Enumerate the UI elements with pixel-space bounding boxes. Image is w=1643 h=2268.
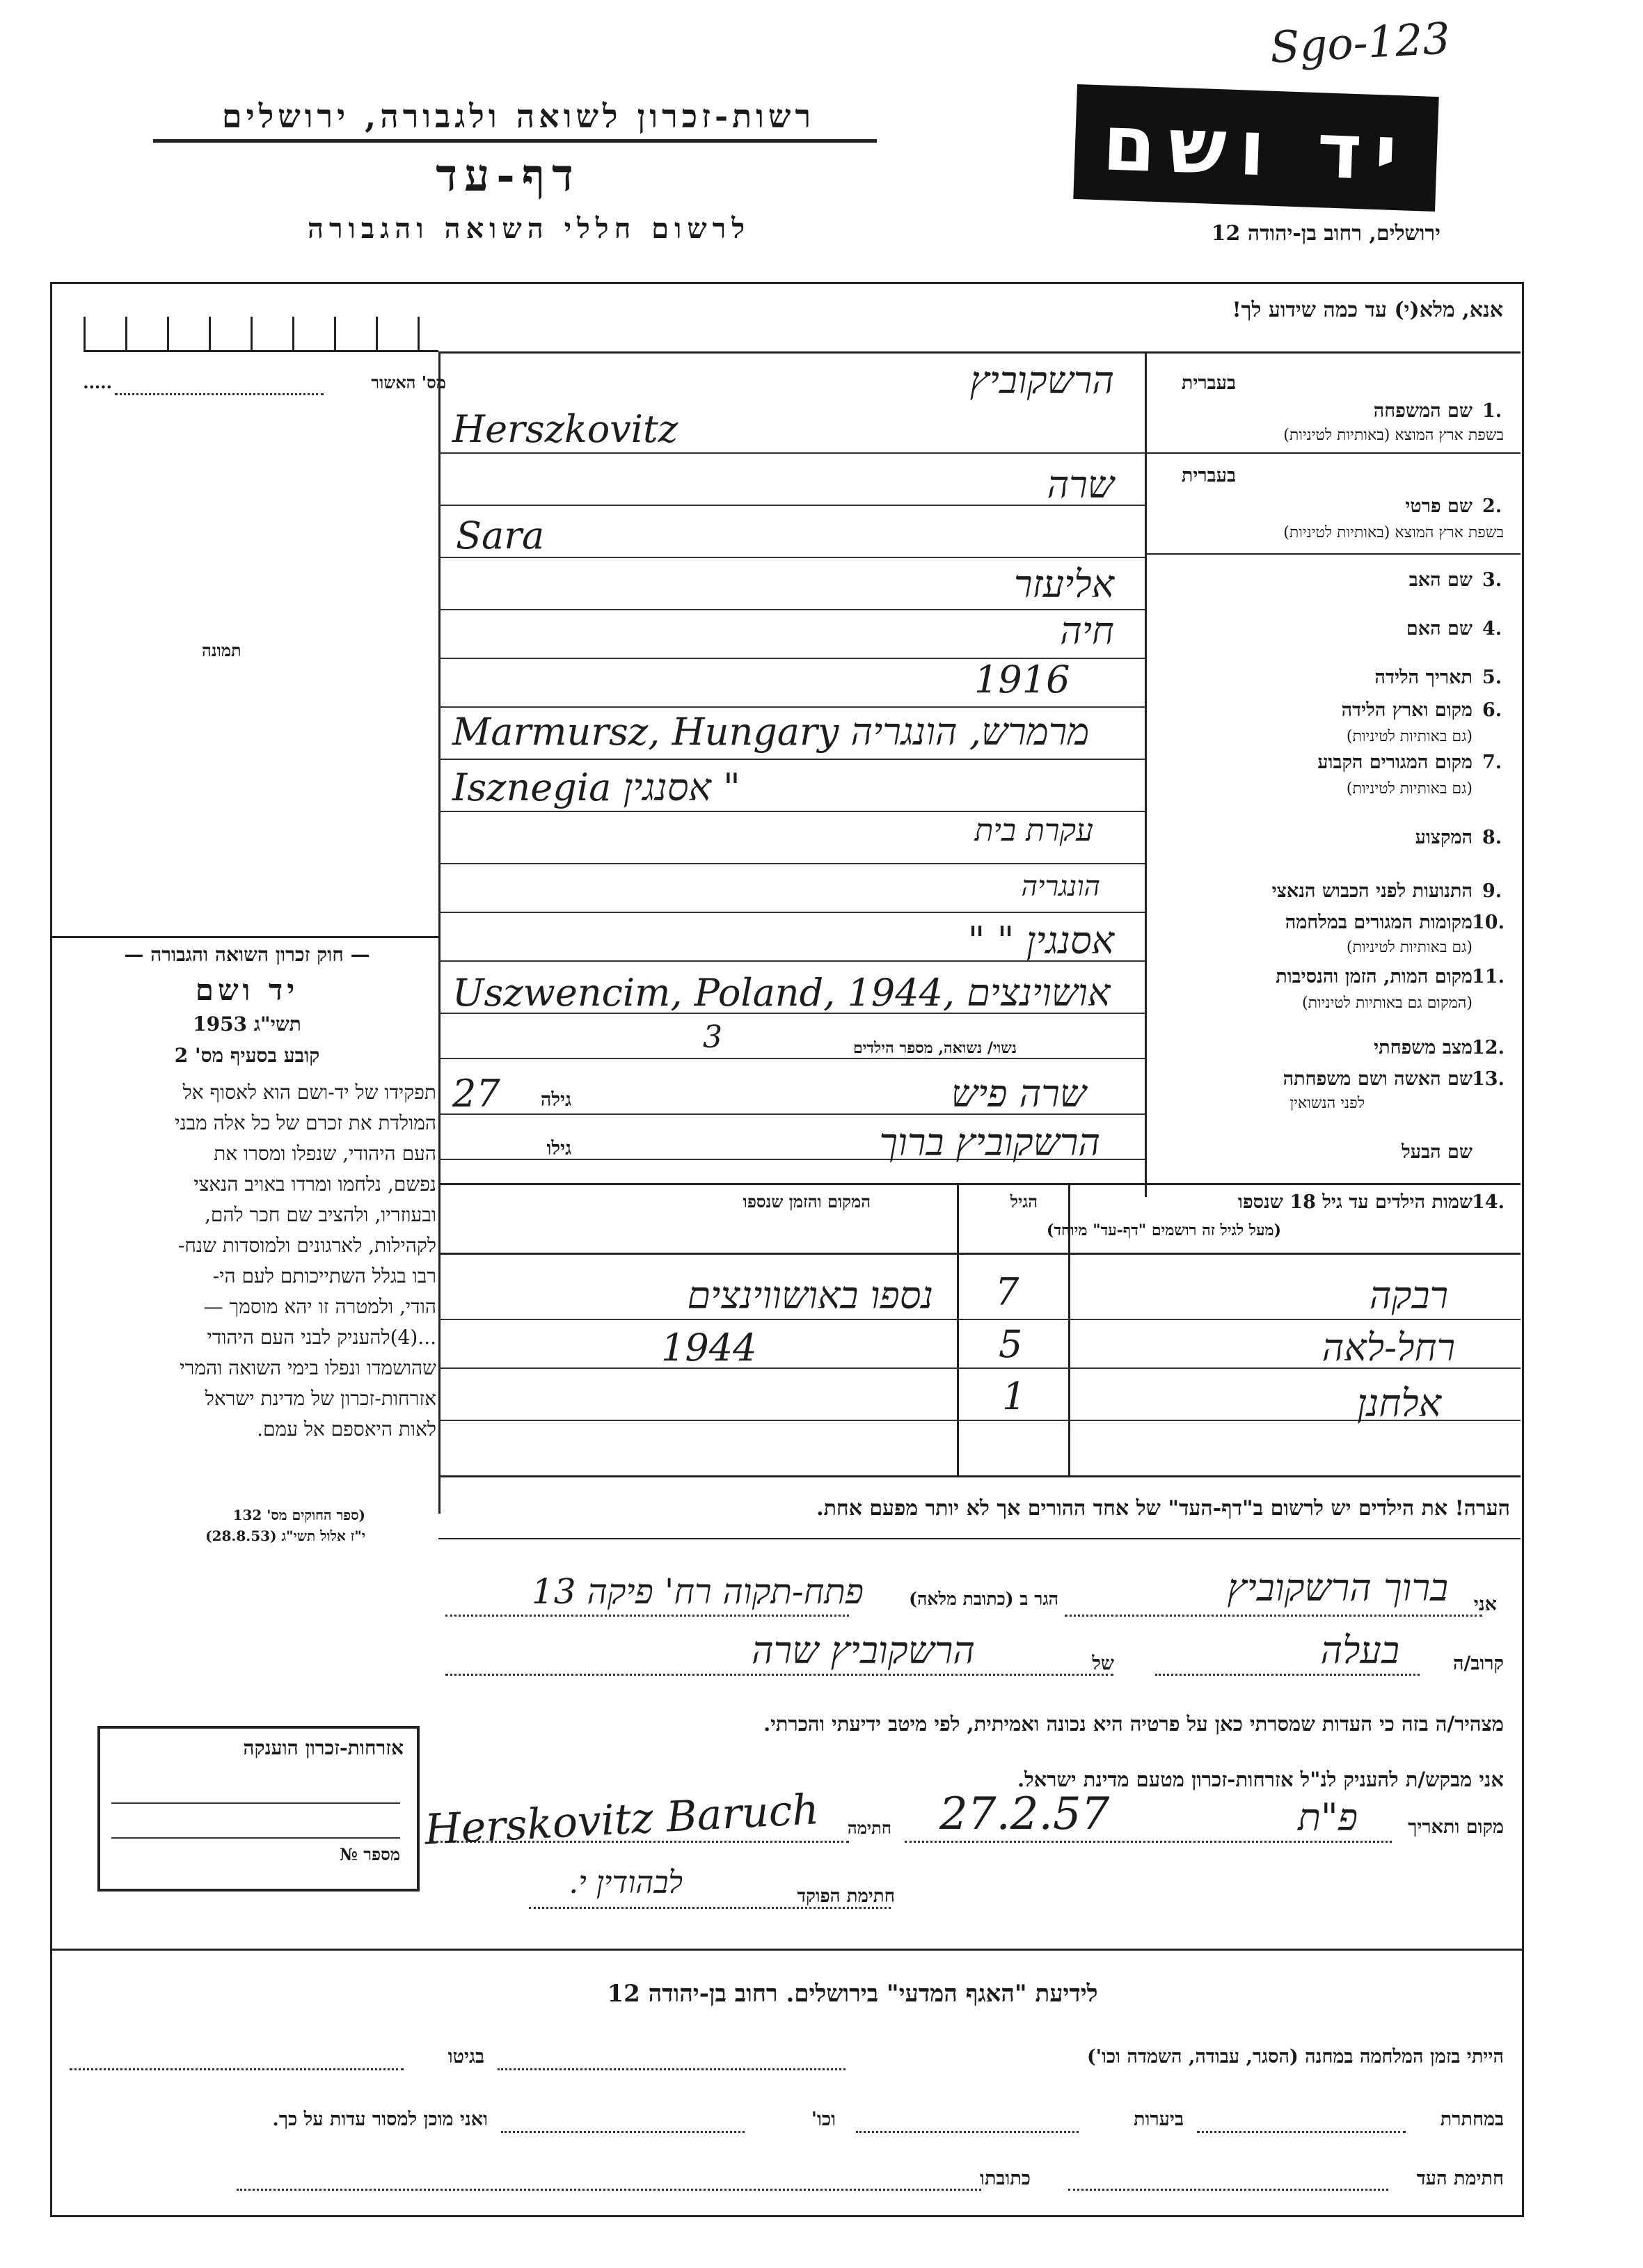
children-header-rule [438,1253,1521,1255]
field-2-number: 2. [1482,495,1502,517]
law-text-line: ...(4)להעניק לבני העם היהודי [207,1326,436,1349]
field-8-number: 8. [1482,827,1502,848]
law-name: יד ושם [195,973,299,1007]
law-text-line: לאות היאספם אל עמם. [257,1418,436,1441]
place-value: פ"ת [1297,1795,1358,1839]
declaration-text: מצהיר/ה בזה כי העדות שמסרתי כאן על פרטיה היא נכונה ואמיתית, לפי מיטב ידיעתי והכרתי. [763,1712,1504,1736]
field-4-label: שם האם [1406,618,1473,640]
field-5-value: 1916 [974,658,1070,701]
place-date-line [905,1841,1392,1843]
law-year: תשי"ג 1953 [193,1013,301,1036]
child-2-name: רחל-לאה [1321,1326,1455,1370]
authority-underline [153,139,877,143]
child-3-name: אלחנן [1357,1381,1441,1425]
authority-title: רשות-זכרון לשואה ולגבורה, ירושלים [221,97,816,135]
footer-line1-a: הייתי בזמן המלחמה במחנה (הסגר, עבודה, השמדה וכו') [1086,2046,1504,2068]
citizenship-line-1 [111,1802,400,1804]
left-column-tick-base [84,350,438,352]
field-6-label: מקום וארץ הלידה [1341,699,1473,721]
law-ref-1: (ספר החוקים מס' 132 [232,1507,365,1523]
field-13-sub: לפני הנשואין [1289,1095,1365,1112]
field-5-label: תאריך הלידה [1374,667,1473,688]
field-3-label: שם האב [1408,569,1473,591]
field-9-number: 9. [1482,880,1502,902]
field-1-number: 1. [1482,400,1502,422]
footer-line2-fill-1 [1197,2131,1406,2133]
law-text-line: נפשם, נלחמו ומרדו באויב הנאצי [193,1173,436,1196]
field-4-number: 4. [1482,618,1502,640]
photo-label: תמונה [202,640,241,660]
child-2-age: 5 [999,1322,1023,1366]
declarant-name-line [1065,1615,1482,1617]
law-text-line: אזרחות-זכרון של מדינת ישראל [205,1387,436,1410]
declarant-relative-name: הרשקוביץ שרה [752,1628,975,1672]
row-rule [438,1058,1145,1059]
field-12-extra-value: 3 [703,1020,722,1055]
field-7-number: 7. [1482,752,1502,773]
children-title: שמות הילדים עד גיל 18 שנספו [1238,1191,1473,1213]
husband-age-label: גילו [546,1138,571,1159]
law-text-line: תפקידו של יד-ושם הוא לאסוף אל [182,1081,436,1104]
field-2-sub: בשפת ארץ המוצא (באותיות לטיניות) [1283,524,1504,541]
declarant-of-label: של [1092,1653,1114,1674]
law-text-line: ובעוזריו, ולהציב שם חכר להם, [205,1203,436,1226]
children-number: 14. [1472,1191,1505,1213]
confirm-no-label: מס' האשור [371,372,446,392]
children-row-rule [438,1319,1521,1320]
field-10-value: אסנגין " " [967,919,1114,962]
field-6-value: Marmursz, Hungary מרמרש, הונגריה [452,710,1090,754]
field-11-label: מקום המות, הזמן והנסיבות [1276,966,1473,988]
husband-label: שם הבעל [1402,1141,1473,1163]
form-subtitle: לרשום חללי השואה והגבורה [307,212,751,245]
declarant-residing-label: הגר ב (כתובת מלאה) [909,1589,1058,1609]
field-10-sub: (גם באותיות לטיניות) [1346,939,1473,956]
intro-text: אנא, מלא(י) עד כמה שידוע לך! [1232,298,1503,322]
field-6-sub: (גם באותיות לטיניות) [1346,728,1473,745]
declarant-relative-label: קרוב/ה [1452,1653,1504,1674]
row-rule [438,505,1145,506]
law-text-line: לקהילות, לארגונים ולמוסדות שנח- [177,1234,436,1257]
children-col-age: הגיל [1010,1191,1038,1212]
field-1-hebrew: הרשקוביץ [969,358,1114,402]
field-13-age-value: 27 [452,1072,500,1116]
row-rule [438,863,1145,864]
field-2-latin: Sara [456,514,545,557]
place-date-label: מקום ותאריך [1408,1816,1504,1838]
footer-line1-fill [498,2068,846,2070]
note-text: הערה! את הילדים יש לרשום ב"דף-העד" של אחד ההורים אך לא יותר מפעם אחת. [816,1496,1510,1521]
footer-line1-b: בגיטו [447,2046,484,2068]
law-text-line: שהושמדו ונפלו בימי השואה והמרי [180,1356,436,1379]
law-text-line: הודי, ולמטרה זו יהא מוסמך — [203,1295,436,1318]
field-3-value: אליעזר [1014,562,1114,606]
child-1-place: נספו באושווינצים [687,1274,933,1317]
field-5-number: 5. [1482,667,1502,688]
left-column-ticks [84,317,438,351]
field-12-extra-label: נשוי/ נשואה, מספר הילדים [852,1039,1017,1057]
child-3-age: 1 [1002,1374,1026,1418]
law-box-top [50,936,440,938]
field-9-value: הונגריה [1021,871,1100,903]
field-7-value: Isznegia אסנגין " [452,766,740,809]
law-text [57,1077,436,1445]
footer-line2-c: וכו' [811,2109,836,2130]
form-title: דף-עד [436,150,580,202]
footer-line1-fill-2 [70,2068,404,2070]
field-13-label: שם האשה ושם משפחתה [1283,1068,1473,1090]
row-rule [438,759,1145,760]
row-rule [1145,553,1521,555]
child-2-place: 1944 [661,1326,757,1370]
law-ref-2: י"ז אלול תשי"ג (28.8.53) [205,1528,365,1544]
request-text: אני מבקש/ת להעניק לנ"ל אזרחות-זכרון מטעם מדינת ישראל. [1017,1768,1504,1791]
footer-line3-fill-1 [1068,2189,1388,2191]
children-bottom-rule [438,1475,1521,1477]
field-11-value: Uszwencim, Poland, 1944, אושוינצים [452,971,1111,1015]
footer-line3-b: כתובתו [980,2168,1031,2189]
logo-text: יד ושם [1101,97,1411,198]
field-12-label: מצב משפחתי [1374,1037,1473,1058]
row-rule [1145,452,1521,454]
field-1-sub: בשפת ארץ המוצא (באותיות לטיניות) [1283,427,1504,444]
field-2-hebrew: שרה [1047,463,1114,507]
declarant-relative-name-line [445,1674,1113,1676]
row-rule [438,557,1145,558]
declarant-relation-line [1155,1674,1420,1676]
child-1-age: 7 [995,1270,1019,1314]
law-text-line: המולדת את זכרם של כל אלה מבני [175,1111,436,1134]
citizenship-number: מספר № [339,1844,400,1864]
field-12-number: 12. [1472,1037,1505,1058]
field-7-sub: (גם באותיות לטיניות) [1346,780,1473,798]
declarant-relation: בעלה [1320,1628,1399,1672]
declarant-i-label: אני [1473,1594,1497,1615]
law-text-line: העם היהודי, שנפלו ומסרו את [214,1142,436,1165]
labels-column-divider [1145,351,1147,1197]
field-7-label: מקום המגורים הקבוע [1317,752,1473,773]
footer-line2-fill-3 [501,2131,745,2133]
field-13-age-label: גילה [540,1089,571,1111]
declarant-name: ברוך הרשקוביץ [1227,1566,1448,1610]
row-rule [438,706,1145,708]
fields-top-rule [438,351,1521,354]
citizenship-title: אזרחות-זכרון הוענקה [243,1736,404,1759]
field-10-label: מקומות המגורים במלחמה [1285,912,1473,933]
field-11-sub: (המקום גם באותיות לטיניות) [1302,994,1473,1012]
row-rule [438,452,1145,454]
field-9-label: התנועות לפני הכבוש הנאצי [1271,880,1473,902]
row-rule [438,912,1145,913]
footer-line2-d: ואני מוכן למסור עדות על כך. [272,2109,488,2130]
note-bottom-rule [438,1538,1521,1539]
signature-label: חתימה [847,1818,891,1838]
field-10-number: 10. [1472,912,1505,933]
declarant-address: פתח-תקוה רח' פיקה 13 [531,1571,864,1612]
children-subtitle: (מעל לגיל זה רושמים "דף-עד" מיוחד) [1047,1221,1281,1239]
confirm-no-suffix: ..... [83,372,112,392]
field-1-label: שם המשפחה [1373,400,1473,422]
law-title: — חוק זכרון השואה והגבורה — [124,943,370,966]
row-rule [438,811,1145,812]
footer-title: לידיעת "האגף המדעי" בירושלים. רחוב בן-יהודה 12 [607,1980,1098,2008]
date-value: 27.2.57 [939,1789,1110,1840]
law-clause: קובע בסעיף מס' 2 [174,1044,320,1067]
field-13-number: 13. [1472,1068,1505,1090]
officer-line [529,1907,891,1909]
field-1-latin: Herszkovitz [452,407,678,451]
child-1-name: רבקה [1369,1274,1448,1317]
field-8-value: עקרת בית [974,813,1093,848]
footer-line3-a: חתימת העד [1416,2168,1504,2189]
field-2-lang: בעברית [1181,465,1236,486]
officer-label: חתימת הפוקד [797,1886,895,1907]
footer-line2-fill-2 [856,2131,1079,2133]
archive-number: Sgo-123 [1269,13,1452,73]
field-3-number: 3. [1482,569,1502,591]
law-text-line: רבו בגלל השתייכותם לעם הי- [212,1264,436,1287]
children-col-place: המקום והזמן שנספו [743,1191,871,1212]
footer-line2-a: במחתרת [1440,2109,1504,2130]
yad-vashem-logo [1073,84,1438,212]
children-col-divider-1 [957,1183,959,1475]
citizenship-line-2 [111,1837,400,1839]
field-2-label: שם פרטי [1405,495,1473,517]
field-11-number: 11. [1472,966,1505,988]
field-13-value: שרה פיש [951,1072,1086,1116]
confirm-no-line [115,393,324,395]
field-8-label: המקצוע [1415,827,1473,848]
footer-line2-b: ביערות [1133,2109,1184,2130]
husband-value: הרשקוביץ ברוך [879,1120,1100,1164]
officer-signature: לבהודין י. [569,1865,683,1901]
signature: Herskovitz Baruch [423,1785,820,1855]
field-4-value: חיה [1060,609,1114,653]
row-rule [438,609,1145,610]
children-top-rule [438,1183,1521,1185]
left-column-divider [438,351,440,1514]
field-1-lang: בעברית [1181,372,1236,394]
header-address: ירושלים, רחוב בן-יהודה 12 [1211,221,1440,246]
footer-top-rule [50,1949,1522,1951]
footer-line3-fill-2 [237,2189,981,2191]
declarant-address-line [445,1615,849,1617]
field-6-number: 6. [1482,699,1502,721]
